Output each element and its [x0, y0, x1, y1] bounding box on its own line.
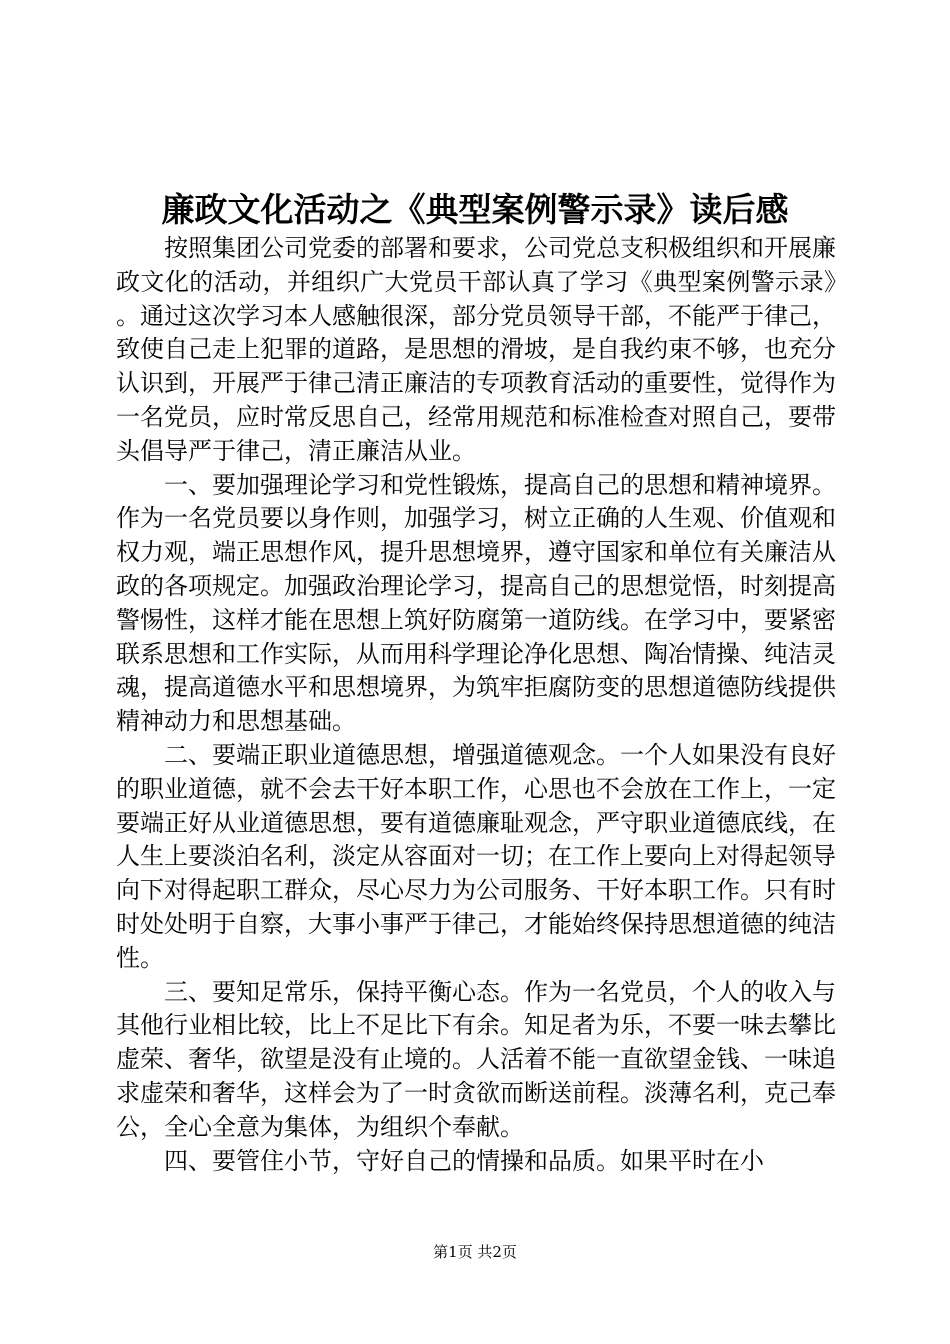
- paragraph-point-3: 三、要知足常乐，保持平衡心态。作为一名党员，个人的收入与其他行业相比较，比上不足比下有余。知足者为乐，不要一味去攀比虚荣、奢华，欲望是没有止境的。人活着不能一直欲望金钱、一味追求虚荣和奢华，这样会为了一时贪欲而断送前程。淡薄名利，克己奉公，全心全意为集体，为组织个奉献。: [116, 977, 836, 1141]
- document-body: [116, 232, 836, 1178]
- paragraph-point-1: 一、要加强理论学习和党性锻炼，提高自己的思想和精神境界。作为一名党员要以身作则，加强学习，树立正确的人生观、价值观和权力观，端正思想作风，提升思想境界，遵守国家和单位有关廉洁从政的各项规定。加强政治理论学习，提高自己的思想觉悟，时刻提高警惕性，这样才能在思想上筑好防腐第一道防线。在学习中，要紧密联系思想和工作实际，从而用科学理论净化思想、陶冶情操、纯洁灵魂，提高道德水平和思想境界，为筑牢拒腐防变的思想道德防线提供精神动力和思想基础。: [116, 470, 836, 736]
- page-number: 第1页: [433, 1243, 473, 1261]
- page-footer: [0, 1241, 950, 1263]
- document-title: 廉政文化活动之《典型案例警示录》读后感: [161, 190, 789, 229]
- page-total: 共2页: [477, 1243, 517, 1261]
- paragraph-intro: 按照集团公司党委的部署和要求，公司党总支积极组织和开展廉政文化的活动，并组织广大党员干部认真了学习《典型案例警示录》。通过这次学习本人感触很深，部分党员领导干部，不能严于律己，致使自己走上犯罪的道路，是思想的滑坡，是自我约束不够，也充分认识到，开展严于律己清正廉洁的专项教育活动的重要性，觉得作为一名党员，应时常反思自己，经常用规范和标准检查对照自己，要带头倡导严于律己，清正廉洁从业。: [116, 234, 836, 465]
- paragraph-point-2: 二、要端正职业道德思想，增强道德观念。一个人如果没有良好的职业道德，就不会去干好本职工作，心思也不会放在工作上，一定要端正好从业道德思想，要有道德廉耻观念，严守职业道德底线，在人生上要淡泊名利，淡定从容面对一切；在工作上要向上对得起领导向下对得起职工群众，尽心尽力为公司服务、干好本职工作。只有时时处处明于自察，大事小事严于律己，才能始终保持思想道德的纯洁性。: [116, 740, 836, 972]
- paragraph-point-4: 四、要管住小节，守好自己的情操和品质。如果平时在小: [164, 1146, 764, 1175]
